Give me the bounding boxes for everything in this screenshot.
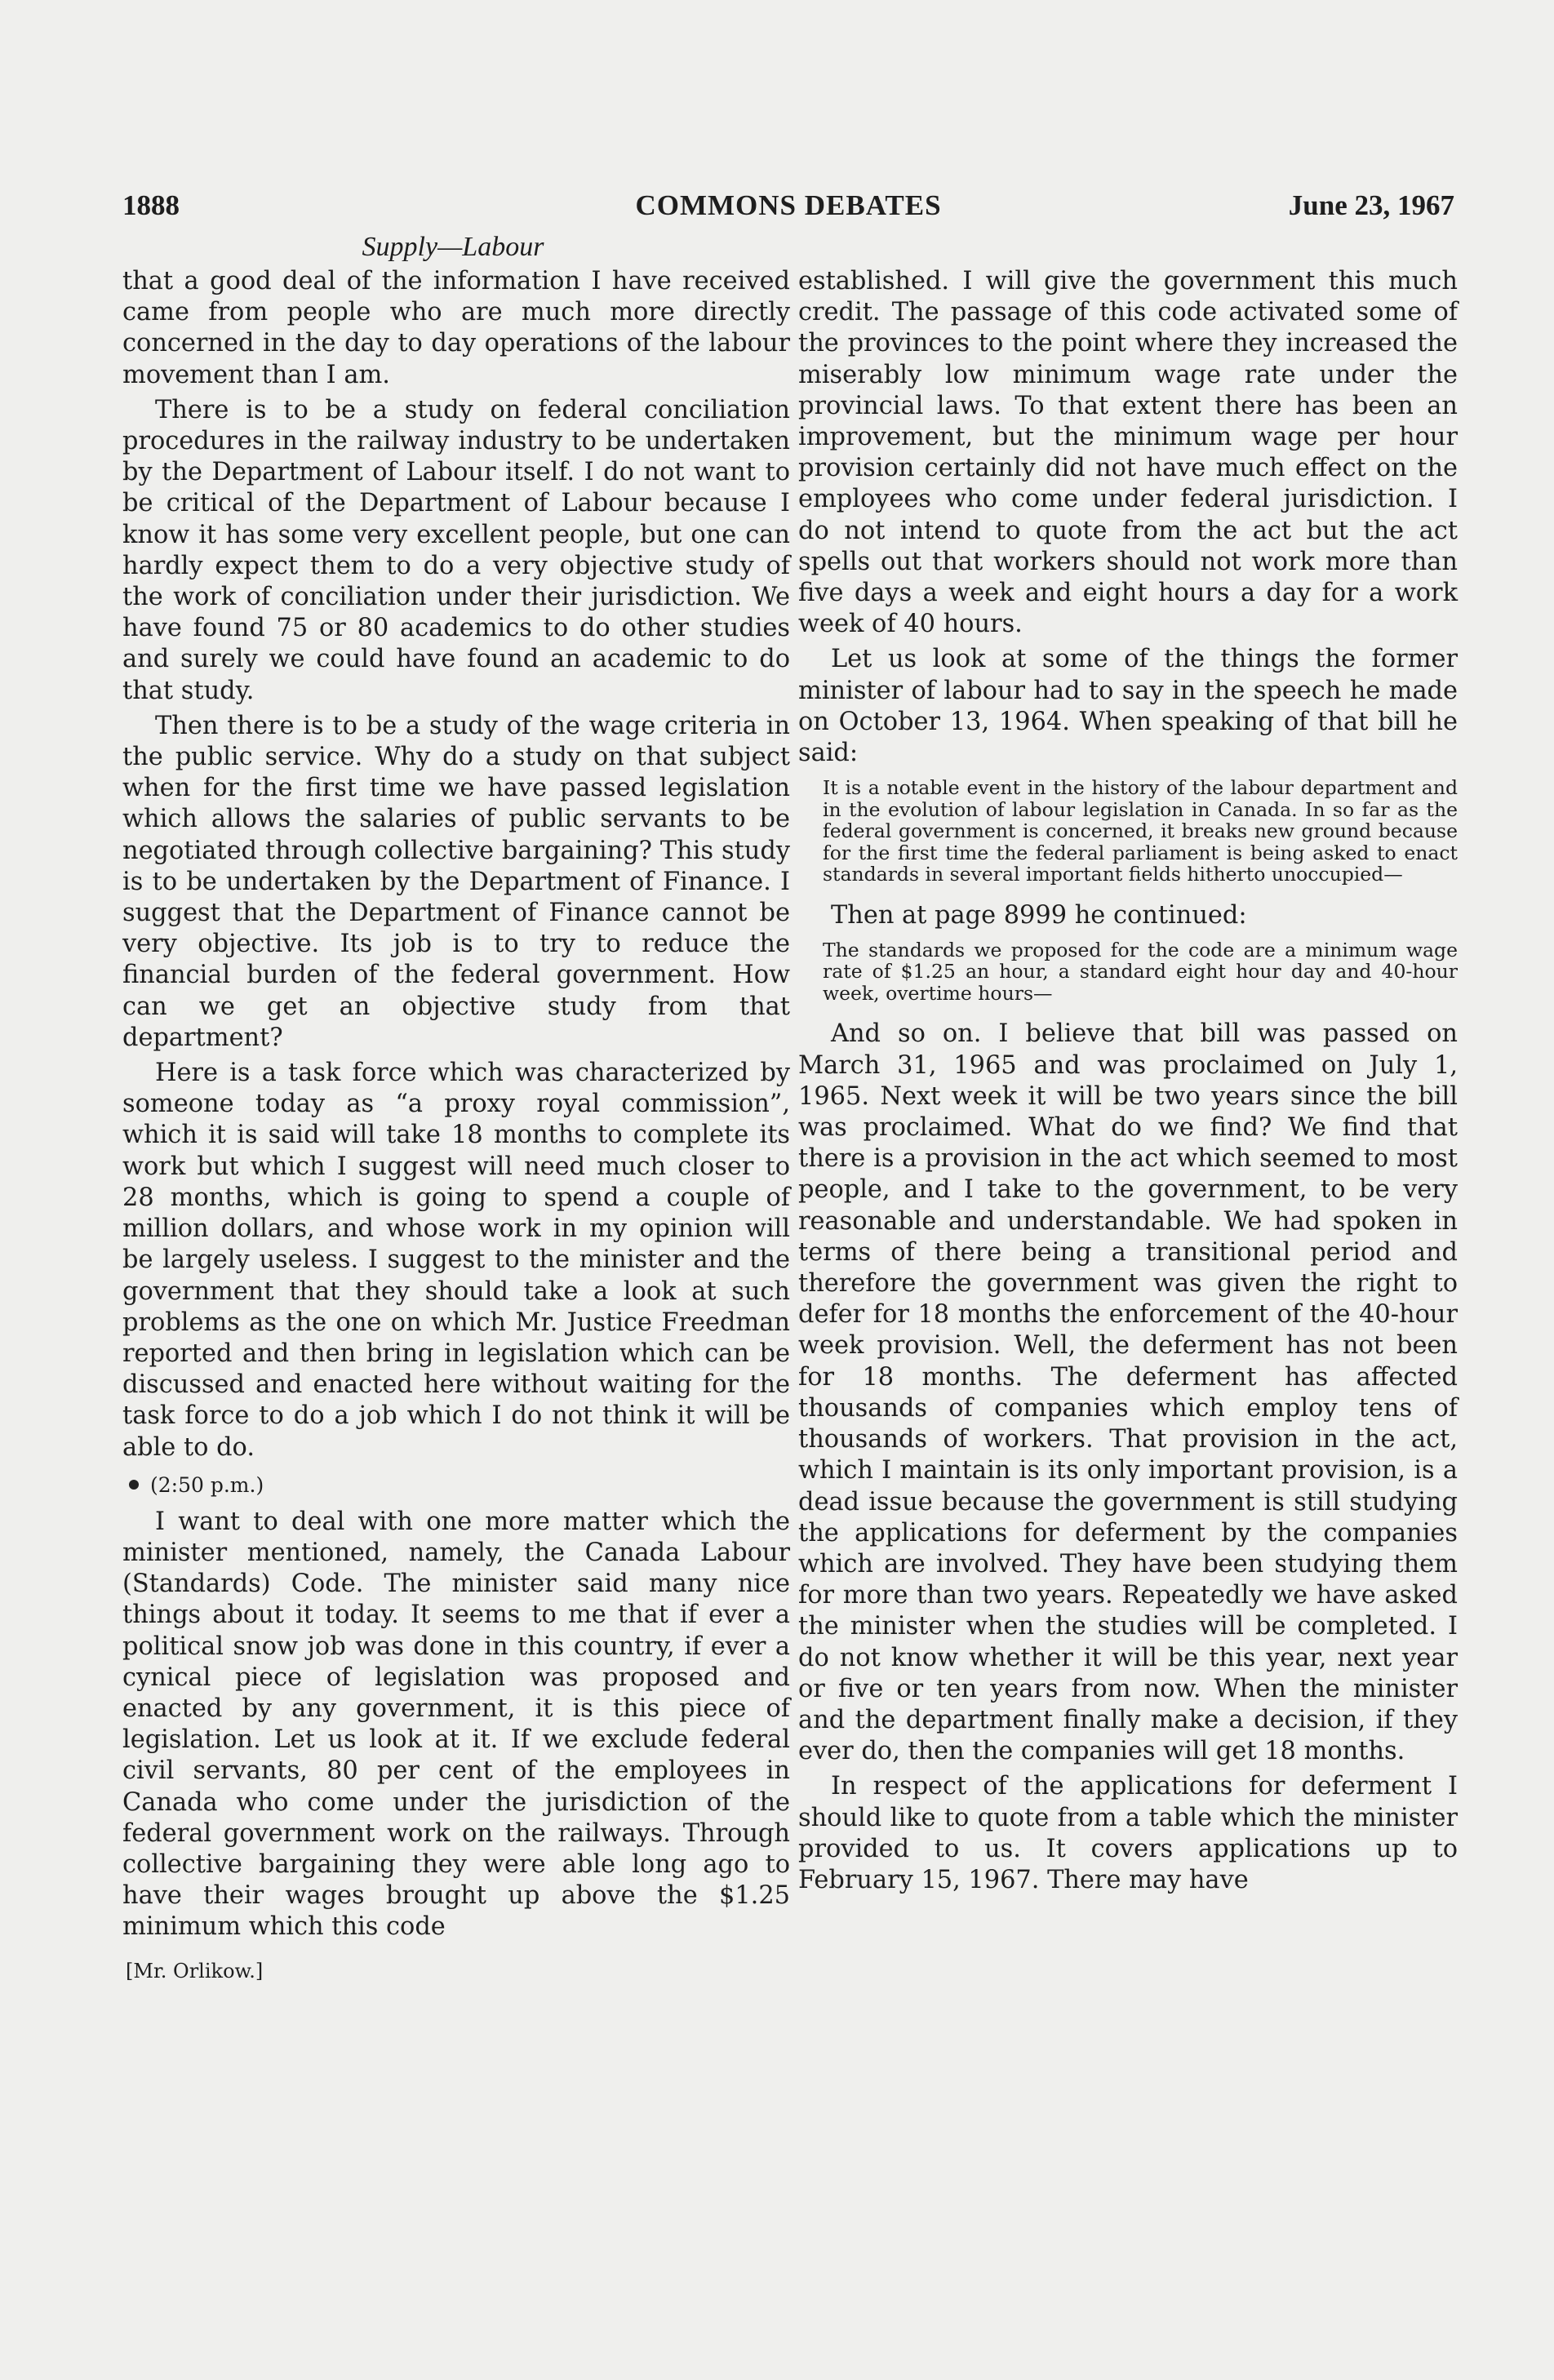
bullet-icon xyxy=(129,1480,139,1490)
right-column xyxy=(798,266,1458,1896)
section-subheading: Supply—Labour xyxy=(362,232,544,262)
paragraph: Then there is to be a study of the wage criteria in the public service. Why do a study on that subject when for the first time we have passed legislation which allows the salaries of public servants to be negotiated through collective bargaining? This study is to be undertaken by the Department of Finance. I suggest that the Department of Finance cannot be very objective. Its job is to try to reduce the financial burden of the federal government. How can we get an objective study from that department? xyxy=(122,711,790,1052)
paragraph: I want to deal with one more matter which the minister mentioned, namely, the Canada Labour (Standards) Code. The minister said many nice things about it today. It seems to me that if ever a political snow job was done in this country, if ever a cynical piece of legislation was proposed and enacted by any government, it is this piece of legislation. Let us look at it. If we exclude federal civil servants, 80 per cent of the employees in Canada who come under the jurisdiction of the federal government work on the railways. Through collective bargaining they were able long ago to have their wages brought up above the $1.25 minimum which this code xyxy=(122,1507,790,1942)
paragraph: Let us look at some of the things the former minister of labour had to say in the speech he made on October 13, 1964. When speaking of that bill he said: xyxy=(798,645,1458,768)
page-header xyxy=(122,189,1454,230)
publication-title: COMMONS DEBATES xyxy=(635,189,942,221)
paragraph: And so on. I believe that bill was passed on March 31, 1965 and was proclaimed on July 1, 1965. Next week it will be two years since the bill was proclaimed. What do we find? We find that there is a provision in the act which seemed to most people, and I take to the government, to be very reasonable and understandable. We had spoken in terms of there being a transitional period and therefore the government was given the right to defer for 18 months the enforcement of the 40-hour week provision. Well, the deferment has not been for 18 months. The deferment has affected thousands of companies which employ tens of thousands of workers. That provision in the act, which I maintain is its only important provision, is a dead issue because the government is still studying the applications for deferment by the companies which are involved. They have been studying them for more than two years. Repeatedly we have asked the minister when the studies will be completed. I do not know whether it will be this year, next year or five or ten years from now. When the minister and the department finally make a decision, if they ever do, then the companies will get 18 months. xyxy=(798,1019,1458,1766)
page-number: 1888 xyxy=(122,189,180,221)
timestamp-text: (2:50 p.m.) xyxy=(150,1472,264,1497)
speaker-attribution: [Mr. Orlikow.] xyxy=(126,1959,264,1983)
publication-date: June 23, 1967 xyxy=(1288,189,1454,221)
paragraph: In respect of the applications for deferment I should like to quote from a table which the minister provided to us. It covers applications up to February 15, 1967. There may have xyxy=(798,1772,1458,1894)
block-quote: It is a notable event in the history of the labour department and in the evolution of labour legislation in Canada. In so far as the federal government is concerned, it breaks new ground because for the first time the federal parliament is being asked to enact standards in several important fields hitherto unoccupied— xyxy=(823,776,1458,886)
paragraph: There is to be a study on federal conciliation procedures in the railway industry to be undertaken by the Department of Labour itself. I do not want to be critical of the Department of Labour because I know it has some very excellent people, but one can hardly expect them to do a very objective study of the work of conciliation under their jurisdiction. We have found 75 or 80 academics to do other studies and surely we could have found an academic to do that study. xyxy=(122,395,790,705)
left-column xyxy=(122,266,790,1983)
paragraph: Here is a task force which was characterized by someone today as “a proxy royal commission”, which it is said will take 18 months to complete its work but which I suggest will need much closer to 28 months, which is going to spend a couple of million dollars, and whose work in my opinion will be largely useless. I suggest to the minister and the government that they should take a look at such problems as the one on which Mr. Justice Freedman reported and then bring in legislation which can be discussed and enacted here without waiting for the task force to do a job which I do not think it will be able to do. xyxy=(122,1059,790,1462)
timestamp xyxy=(129,1473,790,1497)
block-quote: The standards we proposed for the code are a minimum wage rate of $1.25 an hour, a standard eight hour day and 40-hour week, overtime hours— xyxy=(823,938,1458,1005)
paragraph: established. I will give the government this much credit. The passage of this code activated some of the provinces to the point where they increased the miserably low minimum wage rate under the provincial laws. To that extent there has been an improvement, but the minimum wage per hour provision certainly did not have much effect on the employees who come under federal jurisdiction. I do not intend to quote from the act but the act spells out that workers should not work more than five days a week and eight hours a day for a work week of 40 hours. xyxy=(798,267,1458,639)
paragraph: that a good deal of the information I have received came from people who are much more directly concerned in the day to day operations of the labour movement than I am. xyxy=(122,267,790,389)
paragraph: Then at page 8999 he continued: xyxy=(831,900,1247,930)
